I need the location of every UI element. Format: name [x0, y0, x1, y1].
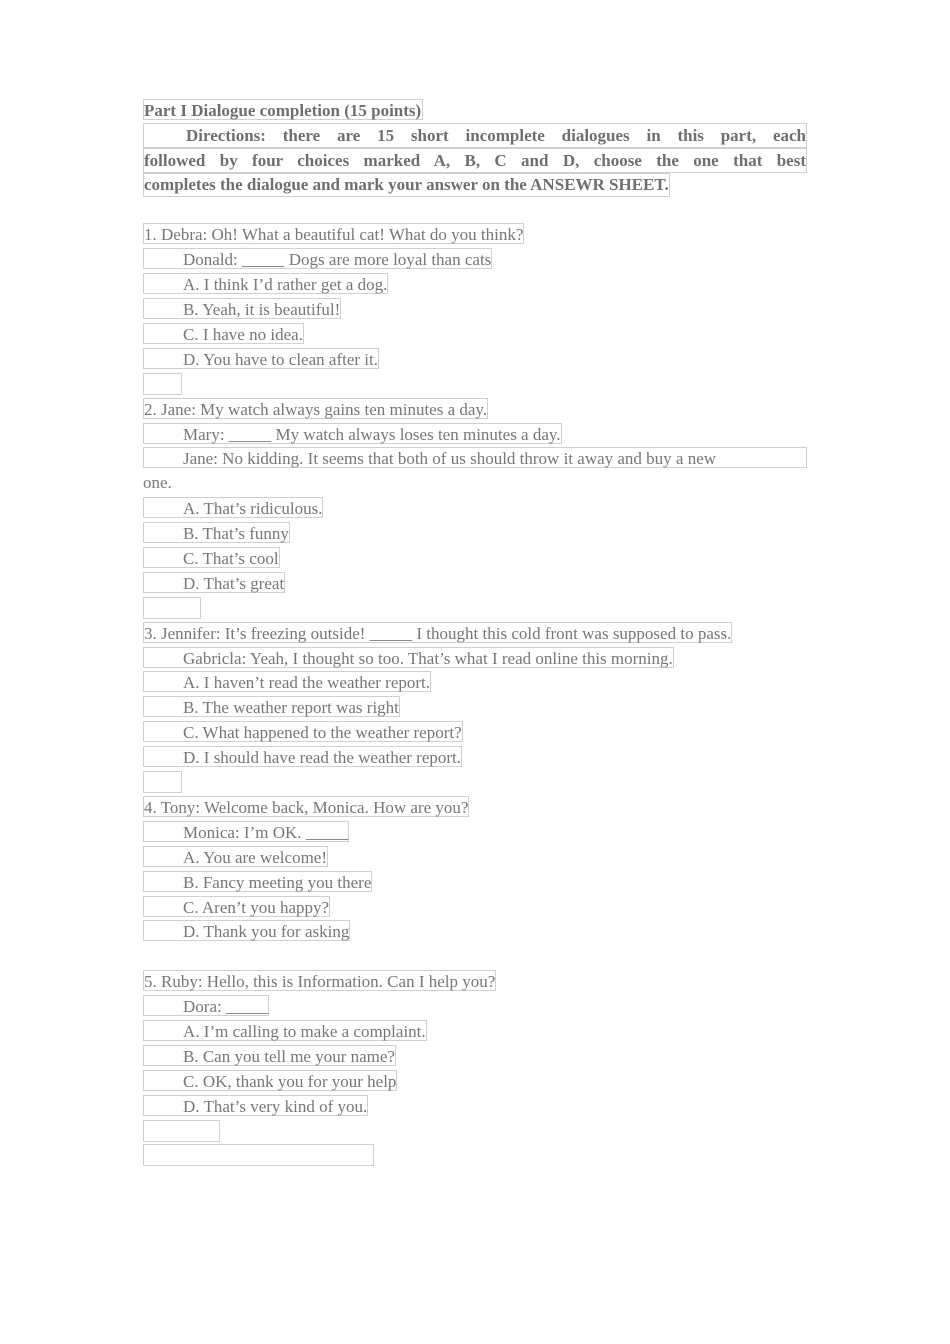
question-3-reply: Gabricla: Yeah, I thought so too. That’s what I read online this morning. — [143, 647, 674, 668]
question-2 — [143, 397, 807, 621]
question-5-reply: Dora: _____ — [143, 995, 269, 1016]
part-title: Part I Dialogue completion (15 points) — [144, 101, 422, 120]
question-2-option-a[interactable]: A. That’s ridiculous. — [143, 497, 323, 518]
empty-field — [143, 1120, 220, 1142]
question-2-reply: Mary: _____ My watch always loses ten minutes a day. — [143, 423, 562, 444]
question-4-prompt: 4. Tony: Welcome back, Monica. How are you? — [144, 797, 469, 817]
question-5-option-c[interactable]: C. OK, thank you for your help — [143, 1070, 397, 1091]
question-4 — [143, 795, 807, 969]
question-1-option-b[interactable]: B. Yeah, it is beautiful! — [143, 298, 341, 319]
question-1-prompt: 1. Debra: Oh! What a beautiful cat! What do you think? — [144, 225, 524, 245]
question-2-reply2-line1: Jane: No kidding. It seems that both of us should throw it away and buy a new — [143, 447, 807, 468]
question-1-option-a[interactable]: A. I think I’d rather get a dog. — [143, 273, 388, 294]
question-2-option-d[interactable]: D. That’s great — [143, 572, 285, 593]
question-4-option-c[interactable]: C. Aren’t you happy? — [143, 896, 330, 917]
question-1-reply: Donald: _____ Dogs are more loyal than cats — [143, 248, 492, 269]
question-2-option-c[interactable]: C. That’s cool — [143, 547, 280, 568]
empty-field — [143, 597, 201, 619]
empty-field — [143, 1144, 374, 1166]
directions-line-2: followed by four choices marked A, B, C and D, choose the one that best — [143, 148, 807, 173]
question-2-prompt: 2. Jane: My watch always gains ten minutes a day. — [144, 399, 488, 419]
question-4-option-b[interactable]: B. Fancy meeting you there — [143, 871, 372, 892]
question-2-option-b[interactable]: B. That’s funny — [143, 522, 290, 543]
document-page — [143, 98, 807, 1168]
question-3-prompt: 3. Jennifer: It’s freezing outside! _____ I thought this cold front was supposed to pass. — [144, 623, 732, 643]
question-5-option-b[interactable]: B. Can you tell me your name? — [143, 1045, 396, 1066]
question-5 — [143, 969, 807, 1168]
question-4-option-a[interactable]: A. You are welcome! — [143, 846, 328, 867]
empty-field — [143, 771, 182, 793]
directions-line-3: completes the dialogue and mark your answer on the ANSEWR SHEET. — [143, 173, 670, 197]
question-2-reply2-line2: one. — [143, 473, 172, 493]
part-title-line — [143, 98, 807, 123]
question-5-option-d[interactable]: D. That’s very kind of you. — [143, 1095, 368, 1116]
question-3-option-b[interactable]: B. The weather report was right — [143, 696, 400, 717]
question-4-reply: Monica: I’m OK. _____ — [143, 821, 349, 842]
question-1-option-d[interactable]: D. You have to clean after it. — [143, 348, 379, 369]
question-3-option-c[interactable]: C. What happened to the weather report? — [143, 721, 463, 742]
question-1-option-c[interactable]: C. I have no idea. — [143, 323, 304, 344]
directions-line-1: Directions: there are 15 short incomplete dialogues in this part, each — [143, 123, 807, 148]
question-3 — [143, 621, 807, 795]
question-1 — [143, 222, 807, 396]
question-3-option-a[interactable]: A. I haven’t read the weather report. — [143, 671, 431, 692]
question-5-prompt: 5. Ruby: Hello, this is Information. Can I help you? — [144, 972, 496, 992]
empty-field — [143, 373, 182, 395]
question-3-option-d[interactable]: D. I should have read the weather report. — [143, 746, 462, 767]
question-5-option-a[interactable]: A. I’m calling to make a complaint. — [143, 1020, 427, 1041]
directions-block — [143, 123, 807, 198]
question-4-option-d[interactable]: D. Thank you for asking — [143, 920, 350, 941]
